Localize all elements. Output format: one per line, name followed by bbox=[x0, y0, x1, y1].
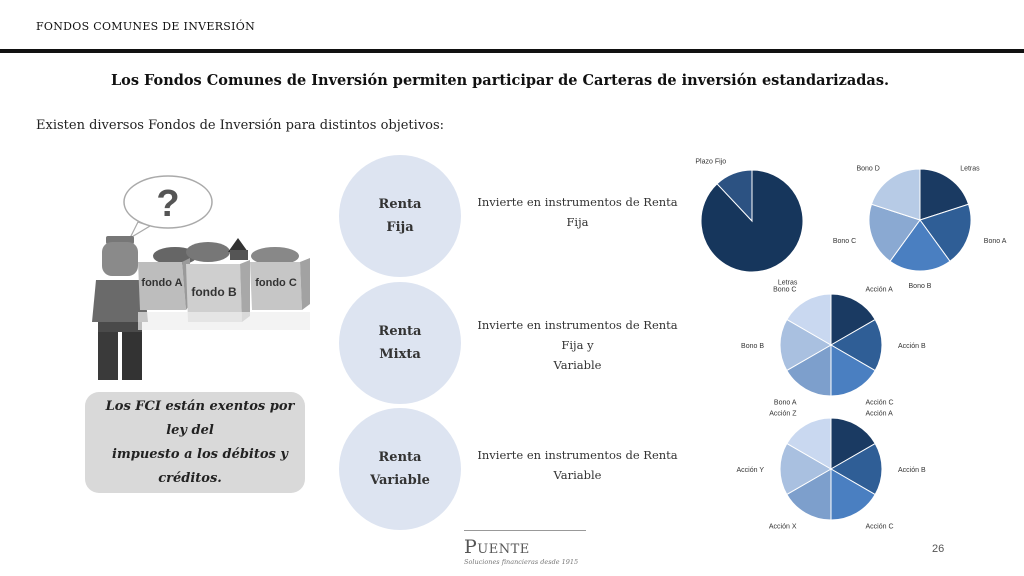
header-title: FONDOS COMUNES DE INVERSIÓN bbox=[36, 20, 255, 33]
fund-title-line2: Fija bbox=[386, 220, 414, 235]
pie-label-acción-y: Acción Y bbox=[736, 467, 764, 474]
headline: Los Fondos Comunes de Inversión permiten participar de Carteras de inversión estandarizadas. bbox=[110, 72, 890, 89]
pie-label-acción-b: Acción B bbox=[898, 467, 926, 474]
company-logo: Puente bbox=[464, 536, 530, 558]
pie-label-plazo-fijo: Plazo Fijo bbox=[695, 158, 727, 166]
fund-title-line2: Variable bbox=[370, 473, 430, 488]
pie-label-acción-b: Acción B bbox=[898, 343, 926, 350]
pie-label-acción-c: Acción C bbox=[865, 523, 894, 531]
svg-text:fondo C: fondo C bbox=[255, 277, 297, 289]
pie-label-acción-a: Acción A bbox=[865, 410, 893, 418]
note-line2: impuesto a los débitos y créditos. bbox=[112, 446, 288, 486]
pie-label-acción-z: Acción Z bbox=[769, 410, 797, 418]
fund-title-line1: Renta bbox=[378, 324, 422, 339]
pie-label-bono-c: Bono C bbox=[773, 286, 797, 294]
pie-label-bono-a: Bono A bbox=[983, 238, 1007, 246]
company-tagline: Soluciones financieras desde 1915 bbox=[464, 558, 579, 566]
pie-label-bono-d: Bono D bbox=[856, 165, 880, 173]
fund-title-line1: Renta bbox=[378, 197, 422, 212]
pie-label-letras: Letras bbox=[777, 279, 798, 287]
page-number: 26 bbox=[932, 543, 945, 555]
pie-label-acción-x: Acción X bbox=[768, 523, 797, 531]
pie-label-acción-c: Acción C bbox=[865, 399, 894, 407]
fund-desc-renta-mixta: Invierte en instrumentos de Renta Fija y Variable bbox=[477, 318, 678, 372]
fund-desc-renta-variable: Invierte en instrumentos de Renta Variable bbox=[477, 448, 678, 482]
footer-rule bbox=[464, 530, 586, 531]
note-line1: Los FCI están exentos por ley del bbox=[105, 398, 295, 438]
pie-label-letras: Letras bbox=[960, 165, 980, 173]
question-mark: ? bbox=[156, 183, 180, 225]
fund-title-line1: Renta bbox=[378, 450, 422, 465]
pie-label-bono-c: Bono C bbox=[832, 238, 857, 246]
pie-label-bono-b: Bono B bbox=[741, 343, 764, 350]
svg-text:fondo B: fondo B bbox=[191, 285, 237, 299]
pie-label-acción-a: Acción A bbox=[865, 286, 893, 294]
fund-desc-renta-fija: Invierte en instrumentos de Renta Fija bbox=[477, 195, 678, 229]
pie-label-bono-a: Bono A bbox=[773, 399, 797, 407]
fund-title-line2: Mixta bbox=[379, 347, 421, 362]
intro-text: Existen diversos Fondos de Inversión para distintos objetivos: bbox=[36, 118, 445, 133]
svg-text:fondo A: fondo A bbox=[141, 277, 183, 289]
pie-label-bono-b: Bono B bbox=[908, 283, 932, 290]
